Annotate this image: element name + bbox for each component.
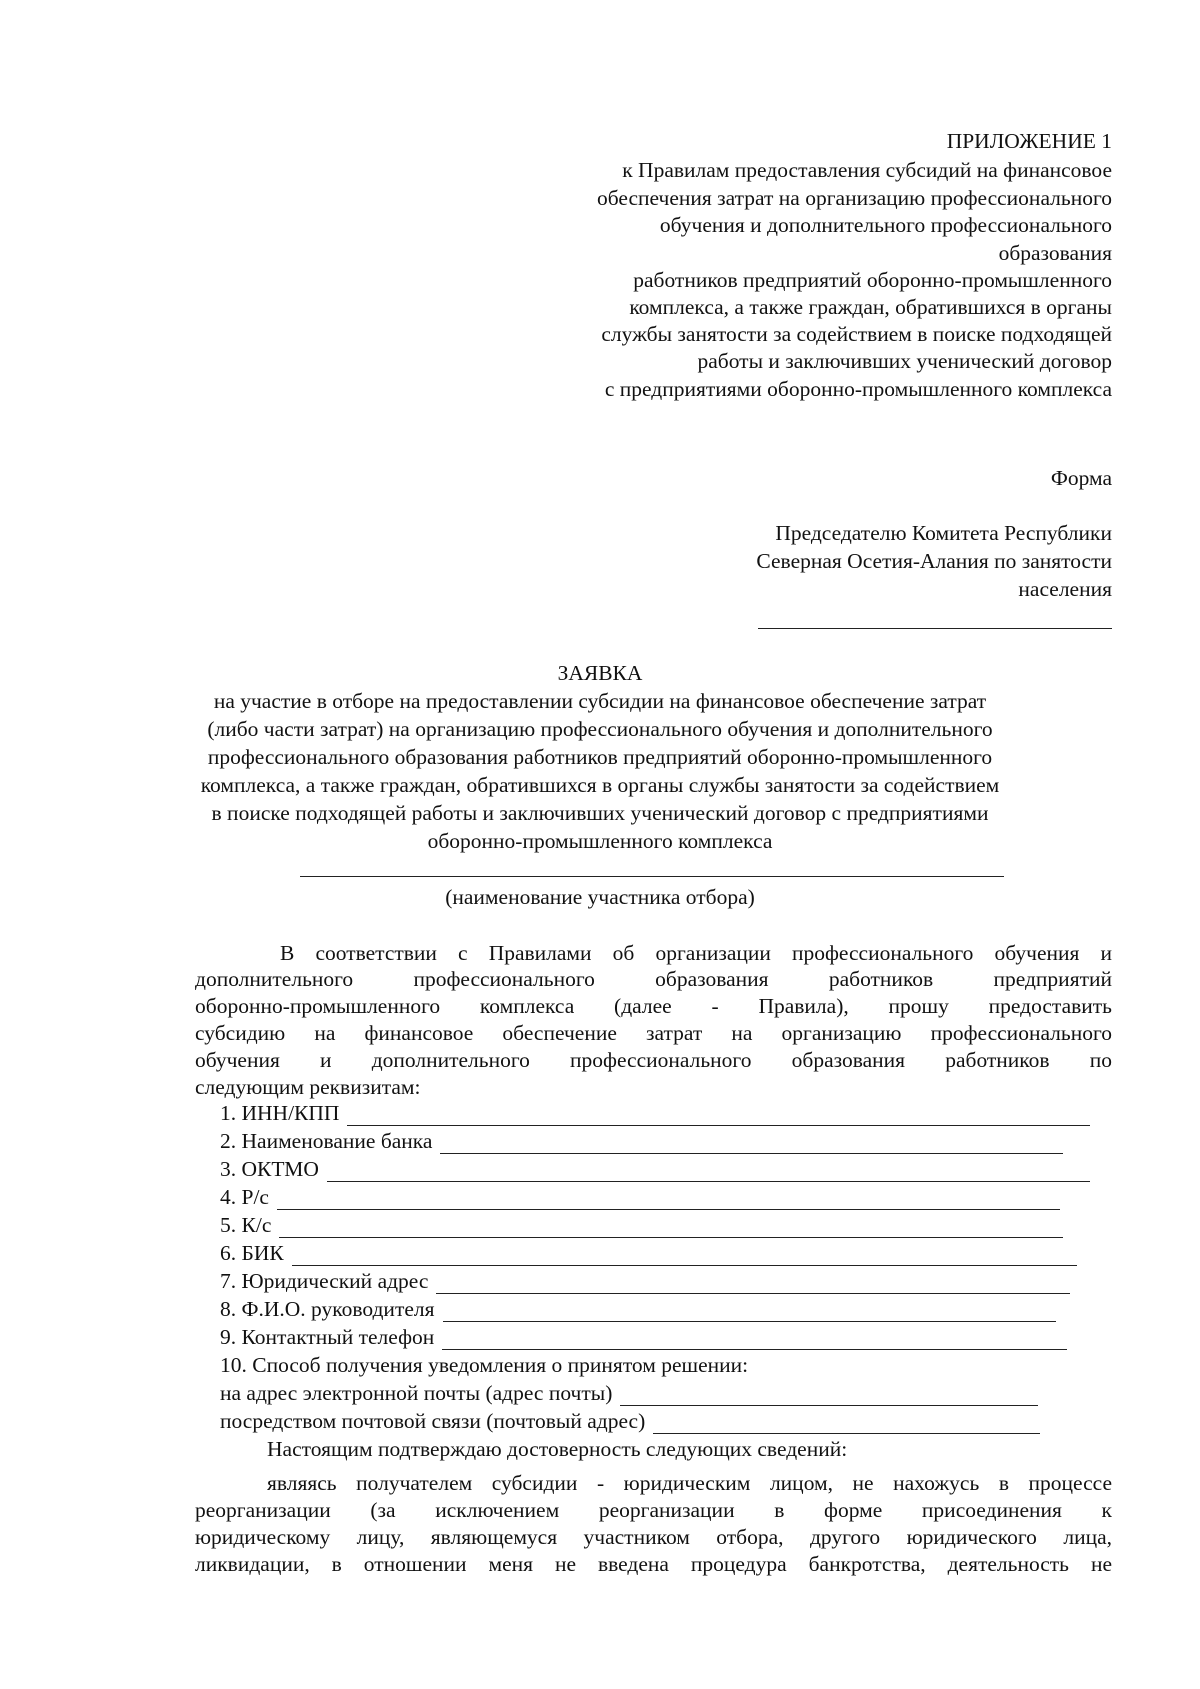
field-oktmo[interactable]	[220, 1156, 1090, 1182]
participant-caption: (наименование участника отбора)	[445, 885, 755, 909]
field-blank[interactable]	[653, 1413, 1040, 1434]
field-label: 7. Юридический адрес	[220, 1269, 429, 1293]
application-subtitle-line: на участие в отборе на предоставлении субсидии на финансовое обеспечение затрат	[213, 689, 987, 713]
intro-line: обучения и дополнительного профессионального образования работников по	[195, 1048, 1112, 1072]
intro-line: следующим реквизитам:	[195, 1075, 421, 1099]
field-label: 4. Р/с	[220, 1185, 269, 1209]
field-bank-name[interactable]	[220, 1128, 1063, 1154]
confirm-line: Настоящим подтверждаю достоверность следующих сведений:	[267, 1437, 848, 1461]
application-subtitle-line: профессионального образования работников предприятий оборонно-промышленного	[207, 745, 993, 769]
participant-name-line	[300, 876, 1004, 877]
appendix-line: образования	[998, 241, 1112, 265]
notification-heading: 10. Способ получения уведомления о принятом решении:	[220, 1353, 749, 1377]
intro-line: В соответствии с Правилами об организации профессионального обучения и	[280, 941, 1112, 965]
intro-line: дополнительного профессионального образования работников предприятий	[195, 967, 1112, 991]
field-label: посредством почтовой связи (почтовый адрес)	[220, 1409, 646, 1433]
field-contact-phone[interactable]	[220, 1324, 1067, 1350]
application-subtitle-line: (либо части затрат) на организацию профессионального обучения и дополнительного	[207, 717, 993, 741]
field-blank[interactable]	[327, 1161, 1090, 1182]
appendix-line: обеспечения затрат на организацию профессионального	[596, 186, 1112, 210]
field-blank[interactable]	[442, 1329, 1067, 1350]
field-label: 9. Контактный телефон	[220, 1325, 435, 1349]
field-account[interactable]	[220, 1184, 1060, 1210]
field-notification-email[interactable]	[220, 1380, 1038, 1406]
application-subtitle-line: в поиске подходящей работы и заключивших ученический договор с предприятиями	[211, 801, 989, 825]
application-subtitle-line: оборонно-промышленного комплекса	[427, 829, 773, 853]
field-inn-kpp[interactable]	[220, 1100, 1090, 1126]
intro-line: субсидию на финансовое обеспечение затрат на организацию профессионального	[195, 1021, 1112, 1045]
field-label: 8. Ф.И.О. руководителя	[220, 1297, 435, 1321]
intro-line: оборонно-промышленного комплекса (далее - Правила), прошу предоставить	[195, 994, 1112, 1018]
field-blank[interactable]	[620, 1385, 1038, 1406]
appendix-line: с предприятиями оборонно-промышленного комплекса	[604, 377, 1112, 401]
field-blank[interactable]	[436, 1273, 1070, 1294]
field-director-name[interactable]	[220, 1296, 1056, 1322]
field-legal-address[interactable]	[220, 1268, 1070, 1294]
appendix-line: службы занятости за содействием в поиске подходящей	[601, 322, 1112, 346]
appendix-line: работников предприятий оборонно-промышленного	[633, 268, 1112, 292]
statement-line: юридическому лицу, являющемуся участником отбора, другого юридического лица,	[195, 1525, 1112, 1549]
appendix-line: обучения и дополнительного профессионального	[659, 213, 1112, 237]
statement-line: реорганизации (за исключением реорганизации в форме присоединения к	[195, 1498, 1112, 1522]
field-blank[interactable]	[440, 1133, 1063, 1154]
statement-line: являясь получателем субсидии - юридическим лицом, не нахожусь в процессе	[267, 1471, 1112, 1495]
field-blank[interactable]	[443, 1301, 1057, 1322]
field-blank[interactable]	[279, 1217, 1063, 1238]
field-bik[interactable]	[220, 1240, 1077, 1266]
field-blank[interactable]	[347, 1105, 1090, 1126]
application-title: ЗАЯВКА	[557, 661, 643, 685]
field-label: 5. К/с	[220, 1213, 272, 1237]
field-corr-account[interactable]	[220, 1212, 1063, 1238]
addressee-signature-line	[758, 628, 1112, 629]
field-blank[interactable]	[277, 1189, 1060, 1210]
addressee-line: населения	[1018, 577, 1112, 601]
field-label: 2. Наименование банка	[220, 1129, 433, 1153]
application-subtitle-line: комплекса, а также граждан, обратившихся в органы службы занятости за содействием	[200, 773, 1000, 797]
field-label: 3. ОКТМО	[220, 1157, 319, 1181]
appendix-line: комплекса, а также граждан, обратившихся в органы	[629, 295, 1112, 319]
field-label: 1. ИНН/КПП	[220, 1101, 340, 1125]
field-label: 6. БИК	[220, 1241, 284, 1265]
addressee-line: Северная Осетия-Алания по занятости	[756, 549, 1112, 573]
appendix-line: работы и заключивших ученический договор	[697, 349, 1112, 373]
field-label: на адрес электронной почты (адрес почты)	[220, 1381, 613, 1405]
field-blank[interactable]	[292, 1245, 1077, 1266]
addressee-line: Председателю Комитета Республики	[775, 521, 1112, 545]
appendix-line: к Правилам предоставления субсидий на финансовое	[622, 158, 1112, 182]
statement-line: ликвидации, в отношении меня не введена процедура банкротства, деятельность не	[195, 1552, 1112, 1576]
appendix-title: ПРИЛОЖЕНИЕ 1	[946, 129, 1112, 153]
form-label: Форма	[1050, 466, 1112, 490]
field-notification-post[interactable]	[220, 1408, 1040, 1434]
